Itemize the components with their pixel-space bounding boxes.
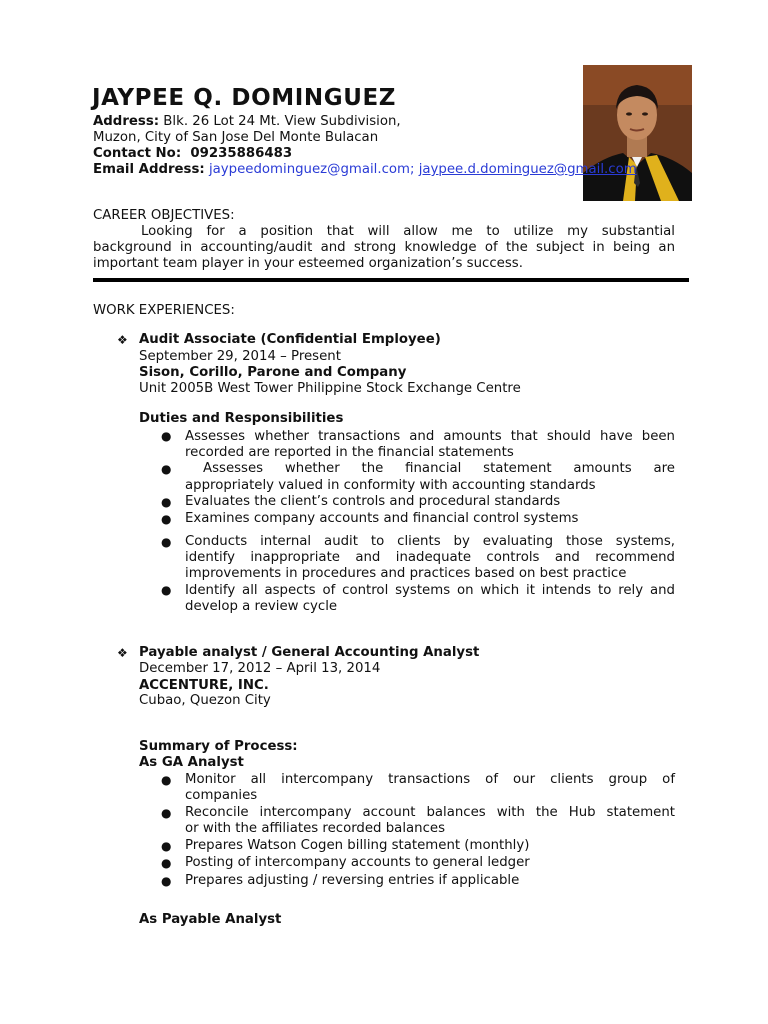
objective-line-3: important team player in your esteemed organization’s success. [93,256,523,271]
applicant-name: JAYPEE Q. DOMINGUEZ [92,85,397,111]
bullet-icon: ● [161,874,172,888]
profile-photo [583,65,692,201]
summary-heading: Summary of Process: [139,739,298,754]
duties-heading: Duties and Responsibilities [139,411,344,426]
duty-6-line-1: Identify all aspects of control systems on which it intends to rely and [185,583,675,598]
bullet-icon: ● [161,462,172,476]
address-line-2: Muzon, City of San Jose Del Monte Bulacan [93,130,379,145]
duty-1-line-1: Assesses whether transactions and amounts that should have been [185,429,675,444]
duty-6-line-2: develop a review cycle [185,599,338,614]
address-value-1: Blk. 26 Lot 24 Mt. View Subdivision, [163,114,401,129]
ga-item-2-line-1: Reconcile intercompany account balances with the Hub statement [185,805,675,820]
bullet-icon: ● [161,856,172,870]
duty-5-line-2: identify inappropriate and inadequate controls and recommend [185,550,675,565]
ga-item-3: Prepares Watson Cogen billing statement (monthly) [185,838,530,853]
address-label: Address: [93,114,160,129]
contact-number: 09235886483 [190,146,293,161]
contact-line [93,146,292,162]
duty-5-line-1: Conducts internal audit to clients by evaluating those systems, [185,534,675,549]
ga-item-1-line-2: companies [185,788,258,803]
job-company: Sison, Corillo, Parone and Company [139,365,407,380]
diamond-bullet-icon: ❖ [117,333,128,347]
diamond-bullet-icon: ❖ [117,646,128,660]
objective-line-1: Looking for a position that will allow me to utilize my substantial [141,224,675,239]
bullet-icon: ● [161,773,172,787]
bullet-icon: ● [161,495,172,509]
email-label: Email Address: [93,162,205,177]
bullet-icon: ● [161,535,172,549]
duty-1-line-2: recorded are reported in the financial statements [185,445,514,460]
bullet-icon: ● [161,806,172,820]
bullet-icon: ● [161,839,172,853]
job-dates: September 29, 2014 – Present [139,349,341,364]
address-line-1 [93,114,401,130]
job-company: ACCENTURE, INC. [139,678,269,693]
work-experiences-heading: WORK EXPERIENCES: [93,303,235,318]
profile-photo-image [583,65,692,201]
bullet-icon: ● [161,429,172,443]
duty-5-line-3: improvements in procedures and practices based on best practice [185,566,627,581]
job-title: Payable analyst / General Accounting Analyst [139,645,480,660]
job-location: Cubao, Quezon City [139,693,271,708]
section-divider [93,278,689,282]
job-title: Audit Associate (Confidential Employee) [139,332,441,347]
objective-line-2: background in accounting/audit and strong knowledge of the subject in being an [93,240,675,255]
career-objectives-heading: CAREER OBJECTIVES: [93,208,235,223]
email-link-1[interactable]: jaypeedominguez@gmail.com; [208,162,415,177]
duty-2-line-2: appropriately valued in conformity with accounting standards [185,478,596,493]
job-location: Unit 2005B West Tower Philippine Stock Exchange Centre [139,381,521,396]
payable-analyst-heading: As Payable Analyst [139,912,282,927]
email-link-2[interactable]: jaypee.d.dominguez@gmail.com [418,162,637,177]
duty-4: Examines company accounts and financial control systems [185,511,579,526]
ga-item-4: Posting of intercompany accounts to general ledger [185,855,530,870]
bullet-icon: ● [161,583,172,597]
ga-item-2-line-2: or with the affiliates recorded balances [185,821,446,836]
duty-3: Evaluates the client’s controls and procedural standards [185,494,561,509]
job-dates: December 17, 2012 – April 13, 2014 [139,661,381,676]
email-line [93,162,637,178]
bullet-icon: ● [161,512,172,526]
contact-label: Contact No: [93,146,182,161]
duty-2-line-1: Assesses whether the financial statement amounts are [203,461,675,476]
ga-item-5: Prepares adjusting / reversing entries if applicable [185,873,520,888]
ga-analyst-heading: As GA Analyst [139,755,244,770]
ga-item-1-line-1: Monitor all intercompany transactions of our clients group of [185,772,675,787]
